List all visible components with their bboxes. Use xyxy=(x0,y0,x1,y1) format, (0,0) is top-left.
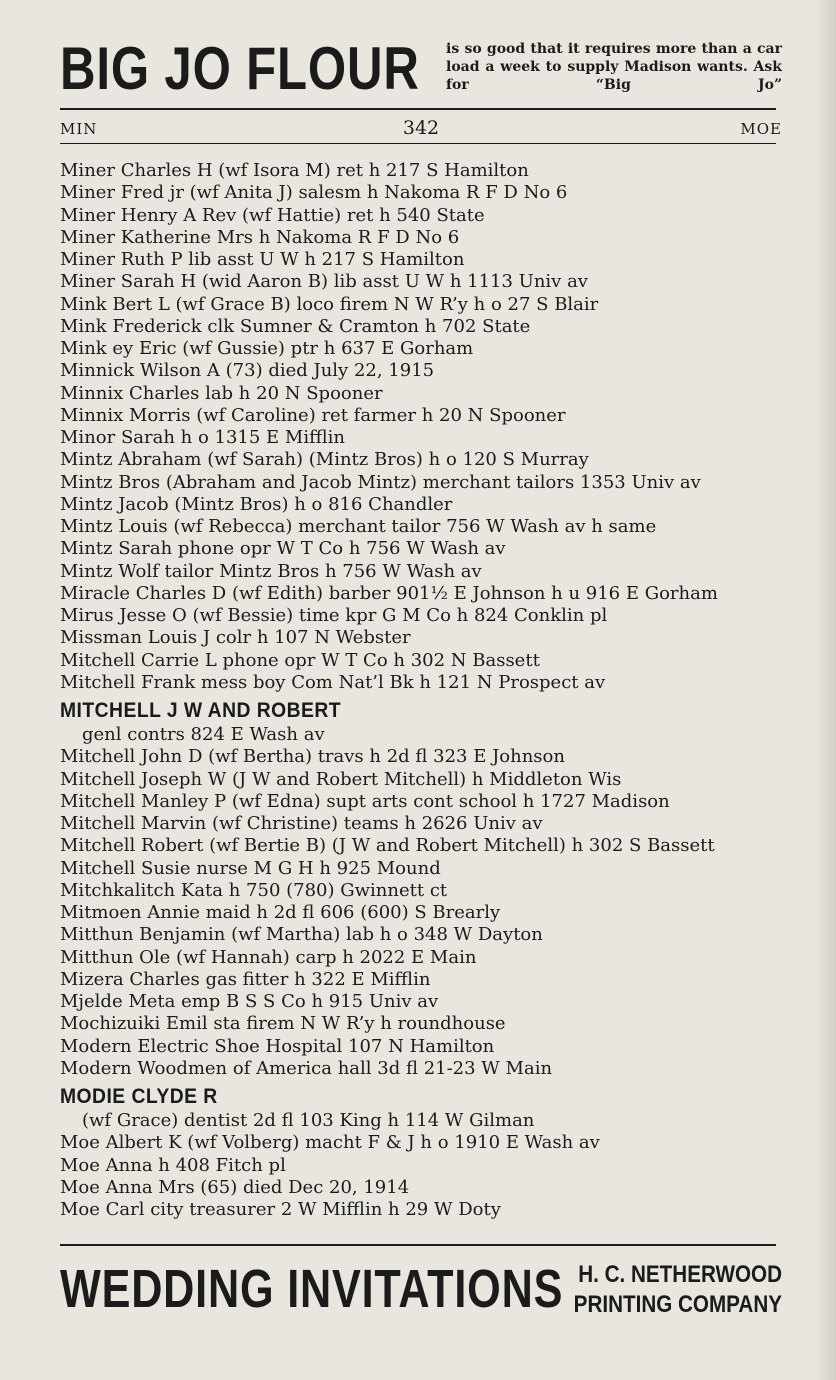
directory-entry: Mink Frederick clk Sumner & Cramton h 702 State xyxy=(60,315,531,337)
bottom-advertisement xyxy=(60,1256,782,1320)
directory-entry: Modern Electric Shoe Hospital 107 N Hamilton xyxy=(60,1035,495,1057)
header-left-guide: MIN xyxy=(60,120,98,138)
directory-entry: Minor Sarah h o 1315 E Mifflin xyxy=(60,427,346,448)
bottom-rule xyxy=(60,1244,776,1246)
ad-company xyxy=(567,1260,782,1320)
top-advertisement xyxy=(60,35,782,102)
directory-entry: Mintz Sarah phone opr W T Co h 756 W Wash av xyxy=(60,538,506,560)
directory-entry: Miner Fred jr (wf Anita J) salesm h Nakoma R F D No 6 xyxy=(60,182,568,204)
ad-headline: BIG JO FLOUR xyxy=(60,35,420,102)
ad-tagline: is so good that it requires more than a car load a week to supply Madison wants. Ask for “Big Jo” xyxy=(446,41,782,93)
directory-entry: Mitthun Benjamin (wf Martha) lab h o 348 W Dayton xyxy=(60,924,543,946)
directory-entry: Mintz Louis (wf Rebecca) merchant tailor 756 W Wash av h same xyxy=(60,516,657,537)
directory-entry: Mizera Charles gas fitter h 322 E Mifflin xyxy=(60,968,431,990)
directory-entry: Mintz Wolf tailor Mintz Bros h 756 W Wash av xyxy=(60,560,482,582)
directory-entry: Mitchell Joseph W (J W and Robert Mitchell) h Middleton Wis xyxy=(60,768,622,790)
ad-company-line2: PRINTING COMPANY xyxy=(573,1291,782,1318)
directory-entry: Mitchell Manley P (wf Edna) supt arts cont school h 1727 Madison xyxy=(60,790,670,812)
directory-entry: Miner Henry A Rev (wf Hattie) ret h 540 State xyxy=(60,204,485,226)
directory-entry: Mitmoen Annie maid h 2d fl 606 (600) S Brearly xyxy=(60,902,501,923)
directory-entry: Moe Albert K (wf Volberg) macht F & J h o 1910 E Wash av xyxy=(60,1132,600,1154)
directory-entry: Miner Sarah H (wid Aaron B) lib asst U W h 1113 Univ av xyxy=(60,271,588,293)
directory-entry: Mitchell Marvin (wf Christine) teams h 2626 Univ av xyxy=(60,813,543,834)
directory-entry: Moe Anna h 408 Fitch pl xyxy=(60,1154,286,1176)
directory-entry: Miner Charles H (wf Isora M) ret h 217 S Hamilton xyxy=(60,160,529,181)
ad-company-line1: H. C. NETHERWOOD xyxy=(578,1261,782,1288)
directory-listing xyxy=(60,160,790,1221)
directory-entry: Mitchell John D (wf Bertha) travs h 2d fl 323 E Johnson xyxy=(60,746,565,768)
directory-entry: Mjelde Meta emp B S S Co h 915 Univ av xyxy=(60,991,439,1012)
directory-entry: Mitthun Ole (wf Hannah) carp h 2022 E Main xyxy=(60,946,477,968)
directory-entry: Mintz Jacob (Mintz Bros) h o 816 Chandler xyxy=(60,493,453,515)
directory-entry-heading: MITCHELL J W AND ROBERT xyxy=(60,699,342,722)
directory-entry: Modern Woodmen of America hall 3d fl 21-23 W Main xyxy=(60,1057,553,1079)
page-gutter-shadow xyxy=(814,0,836,1380)
directory-entry: Missman Louis J colr h 107 N Webster xyxy=(60,627,411,649)
directory-entry: Mink Bert L (wf Grace B) loco firem N W R’y h o 27 S Blair xyxy=(60,293,599,315)
directory-entry: Moe Anna Mrs (65) died Dec 20, 1914 xyxy=(60,1176,410,1198)
directory-entry: Mintz Bros (Abraham and Jacob Mintz) merchant tailors 1353 Univ av xyxy=(60,471,701,493)
directory-entry: Mink ey Eric (wf Gussie) ptr h 637 E Gorham xyxy=(60,338,474,359)
directory-entry: Mitchell Frank mess boy Com Nat’l Bk h 121 N Prospect av xyxy=(60,671,606,693)
page-number: 342 xyxy=(402,117,440,139)
directory-entry: Minnick Wilson A (73) died July 22, 1915 xyxy=(60,360,435,382)
directory-entry: Miner Katherine Mrs h Nakoma R F D No 6 xyxy=(60,226,460,248)
directory-entry: Minnix Charles lab h 20 N Spooner xyxy=(60,382,383,404)
ad-headline: WEDDING INVITATIONS xyxy=(60,1259,564,1319)
directory-entry-heading: MODIE CLYDE R xyxy=(60,1085,218,1108)
directory-entry: Minnix Morris (wf Caroline) ret farmer h 20 N Spooner xyxy=(60,404,566,426)
directory-entry: Mitchell Robert (wf Bertie B) (J W and Robert Mitchell) h 302 S Bassett xyxy=(60,835,715,857)
directory-entry: Mochizuiki Emil sta firem N W R’y h roundhouse xyxy=(60,1013,506,1035)
directory-entry: Mitchell Susie nurse M G H h 925 Mound xyxy=(60,857,441,879)
directory-entry: genl contrs 824 E Wash av xyxy=(82,724,325,745)
header-rule xyxy=(60,143,776,144)
directory-entry: Miracle Charles D (wf Edith) barber 901½ E Johnson h u 916 E Gorham xyxy=(60,582,718,604)
directory-entry: Mintz Abraham (wf Sarah) (Mintz Bros) h o 120 S Murray xyxy=(60,449,589,471)
directory-entry: Mirus Jesse O (wf Bessie) time kpr G M Co h 824 Conklin pl xyxy=(60,605,608,626)
directory-entry: Moe Carl city treasurer 2 W Mifflin h 29 W Doty xyxy=(60,1199,501,1220)
directory-entry: Mitchell Carrie L phone opr W T Co h 302 N Bassett xyxy=(60,649,540,671)
directory-entry: Miner Ruth P lib asst U W h 217 S Hamilton xyxy=(60,249,465,270)
top-rule xyxy=(60,108,776,110)
running-header xyxy=(60,117,782,141)
directory-entry: Mitchkalitch Kata h 750 (780) Gwinnett ct xyxy=(60,879,448,901)
header-right-guide: MOE xyxy=(740,120,782,138)
directory-entry: (wf Grace) dentist 2d fl 103 King h 114 W Gilman xyxy=(82,1110,535,1131)
